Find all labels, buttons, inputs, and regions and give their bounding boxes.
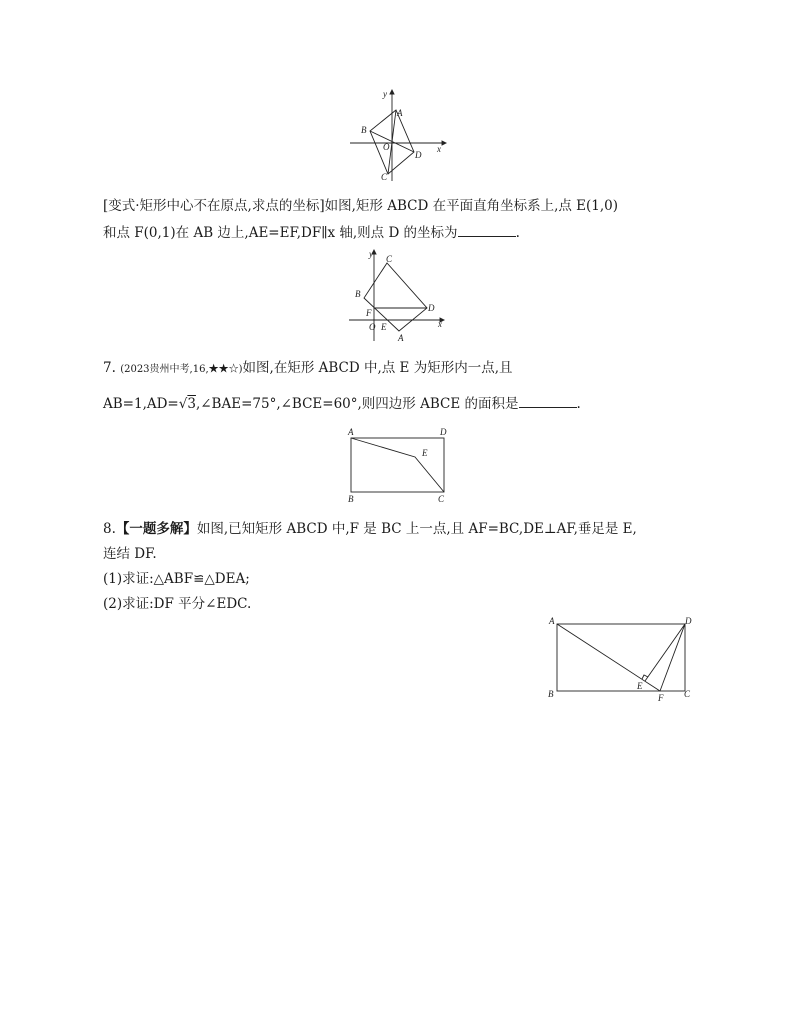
q7-source: (2023贵州中考,16,★★☆): [120, 364, 243, 375]
label-y: y: [383, 89, 387, 99]
path-a-e-c: [351, 438, 444, 492]
segment-de: [645, 624, 685, 681]
label-b: B: [548, 689, 554, 699]
label-a: A: [549, 616, 555, 626]
label-y: y: [369, 249, 373, 259]
y-axis-arrow: [390, 90, 394, 94]
label-x: x: [438, 319, 442, 329]
label-b: B: [361, 125, 367, 135]
label-d: D: [685, 616, 692, 626]
label-e: E: [381, 322, 387, 332]
variant-end: .: [515, 225, 520, 241]
q7-line-2-pre: AB=1,AD=√: [103, 396, 188, 412]
q8-line-1-text: 如图,已知矩形 ABCD 中,F 是 BC 上一点,且 AF=BC,DE⊥AF,垂足是 E,: [196, 521, 637, 537]
answer-blank-variant[interactable]: [458, 224, 516, 237]
q7-line-2-post: ,∠BAE=75°,∠BCE=60°,则四边形 ABCE 的面积是: [195, 396, 519, 412]
q7-number: 7.: [103, 360, 116, 376]
q8-part-2: (2)求证:DF 平分∠EDC.: [103, 596, 252, 612]
segment-af: [557, 624, 660, 691]
x-axis-arrow: [442, 141, 446, 145]
segment-df: [660, 624, 685, 691]
q7-line-1-text: 如图,在矩形 ABCD 中,点 E 为矩形内一点,且: [242, 360, 513, 376]
q7-line-2: [103, 395, 581, 413]
label-e: E: [422, 448, 428, 458]
figure-rectangle-abce: [343, 425, 453, 507]
q8-line-2: 连结 DF.: [103, 546, 157, 562]
label-d: D: [415, 150, 422, 160]
label-b: B: [355, 289, 361, 299]
q8-number: 8.: [103, 521, 116, 537]
q8-line-1: [103, 520, 637, 538]
label-c: C: [386, 254, 393, 264]
rectangle-abcd: [364, 263, 427, 331]
label-f: F: [658, 693, 664, 703]
label-c: C: [381, 172, 388, 182]
label-o: O: [383, 142, 390, 152]
label-d: D: [428, 303, 435, 313]
label-o: O: [369, 322, 376, 332]
figure-rectangle-af-de: [545, 612, 700, 706]
variant-line-2: [103, 224, 520, 242]
q7-sqrt-value: 3: [187, 396, 196, 412]
answer-blank-q7[interactable]: [519, 395, 577, 408]
label-b: B: [348, 494, 354, 504]
rectangle-abcd: [557, 624, 685, 691]
figure-rectangle-centered-origin: [345, 86, 455, 186]
label-a: A: [348, 427, 354, 437]
label-d: D: [440, 427, 447, 437]
label-c: C: [684, 689, 691, 699]
variant-line-1: [变式·矩形中心不在原点,求点的坐标]如图,矩形 ABCD 在平面直角坐标系上,点 E(1,0): [103, 198, 619, 214]
label-f: F: [366, 308, 372, 318]
label-a: A: [397, 108, 403, 118]
figure-rectangle-off-origin: [345, 246, 455, 346]
q7-line-1: [103, 359, 513, 379]
q7-end: .: [576, 396, 581, 412]
label-c: C: [438, 494, 445, 504]
rectangle-abcd: [351, 438, 444, 492]
q8-part-1: (1)求证:△ABF≌△DEA;: [103, 571, 250, 587]
q8-tag: 【一题多解】: [115, 521, 197, 537]
label-a: A: [398, 333, 404, 343]
variant-line-2-text: 和点 F(0,1)在 AB 边上,AE=EF,DF∥x 轴,则点 D 的坐标为: [103, 225, 458, 241]
label-e: E: [637, 681, 643, 691]
label-x: x: [437, 144, 441, 154]
